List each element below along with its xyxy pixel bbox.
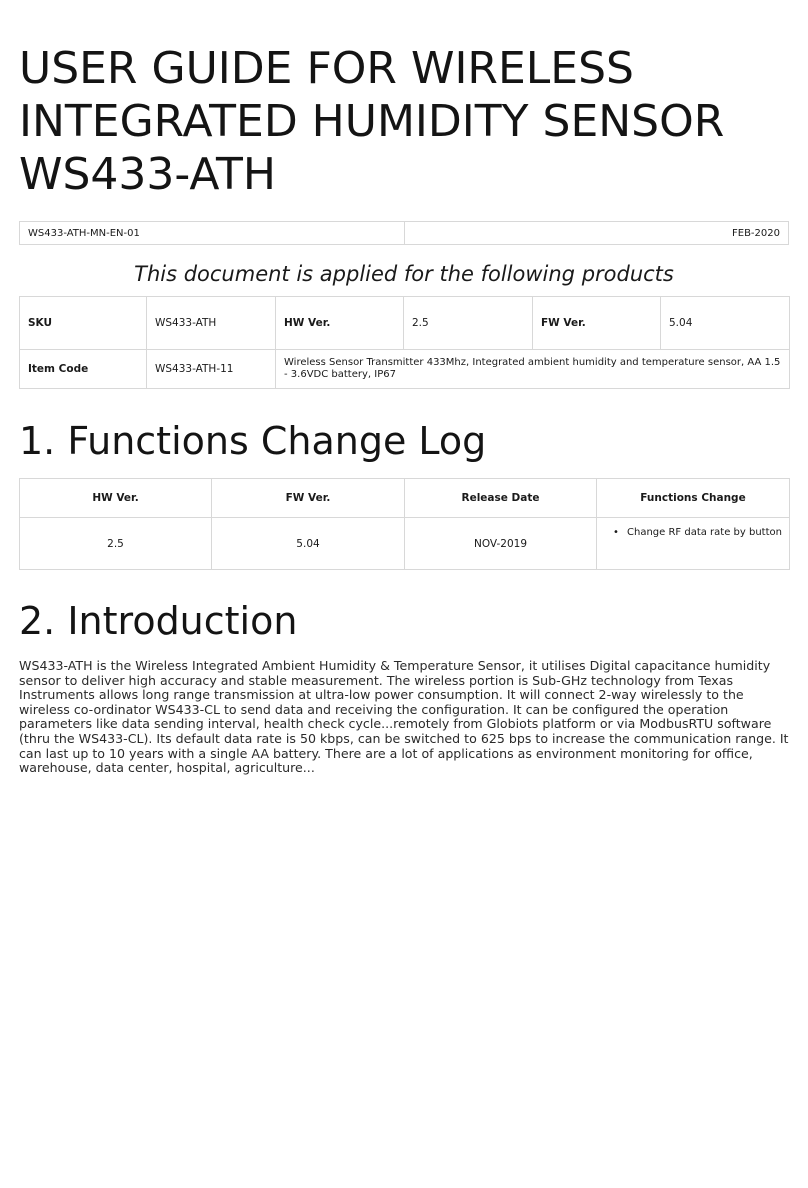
hw-version-value: 2.5 [404, 297, 533, 350]
change-item-text: Change RF data rate by button [627, 527, 782, 538]
item-code-value: WS433-ATH-11 [147, 350, 276, 389]
change-list [603, 527, 783, 539]
column-header-functions-change: Functions Change [597, 479, 790, 518]
document-meta-table [19, 221, 789, 245]
product-table [19, 296, 790, 389]
column-header-hw-version: HW Ver. [20, 479, 212, 518]
functions-change-cell [597, 518, 790, 570]
introduction-paragraph: WS433-ATH is the Wireless Integrated Ambient Humidity & Temperature Sensor, it utilises Digital capacitance humidity sensor to deliver high accuracy and stable measurement. The wireless portion is Sub-GHz technology from Texas Instruments allows long range transmission at ultra-low power consumption. It will connect 2-way wirelessly to the wireless co-ordinator WS433-CL to send data and receiving the configuration. It can be configured the operation parameters like data sending interval, health check cycle...remotely from Globiots platform or via ModbusRTU software (thru the WS433-CL). Its default data rate is 50 kbps, can be switched to 625 bps to increase the communication range. It can last up to 10 years with a single AA battery. There are a lot of applications as environment monitoring for office, warehouse, data center, hospital, agriculture... [19, 658, 789, 776]
changelog-heading: 1. Functions Change Log [19, 419, 487, 463]
product-row [20, 350, 790, 389]
column-header-release-date: Release Date [405, 479, 597, 518]
column-header-fw-version: FW Ver. [212, 479, 405, 518]
changelog-header-row [20, 479, 790, 518]
document-code: WS433-ATH-MN-EN-01 [20, 222, 405, 245]
table-row [20, 518, 790, 570]
fw-version-cell: 5.04 [212, 518, 405, 570]
hw-version-cell: 2.5 [20, 518, 212, 570]
list-item [613, 527, 783, 539]
document-date: FEB-2020 [404, 222, 789, 245]
fw-version-label: FW Ver. [533, 297, 661, 350]
bullet-icon: • [613, 527, 619, 538]
fw-version-value: 5.04 [661, 297, 790, 350]
release-date-cell: NOV-2019 [405, 518, 597, 570]
applied-products-heading: This document is applied for the following products [134, 262, 674, 286]
hw-version-label: HW Ver. [276, 297, 404, 350]
sku-value: WS433-ATH [147, 297, 276, 350]
product-description: Wireless Sensor Transmitter 433Mhz, Integrated ambient humidity and temperature sensor, AA 1.5 - 3.6VDC battery, IP67 [276, 350, 790, 389]
introduction-heading: 2. Introduction [19, 599, 298, 643]
meta-row [20, 222, 789, 245]
document-title: USER GUIDE FOR WIRELESS INTEGRATED HUMIDITY SENSOR WS433-ATH [19, 43, 725, 200]
product-row [20, 297, 790, 350]
item-code-label: Item Code [20, 350, 147, 389]
changelog-table [19, 478, 790, 570]
sku-label: SKU [20, 297, 147, 350]
